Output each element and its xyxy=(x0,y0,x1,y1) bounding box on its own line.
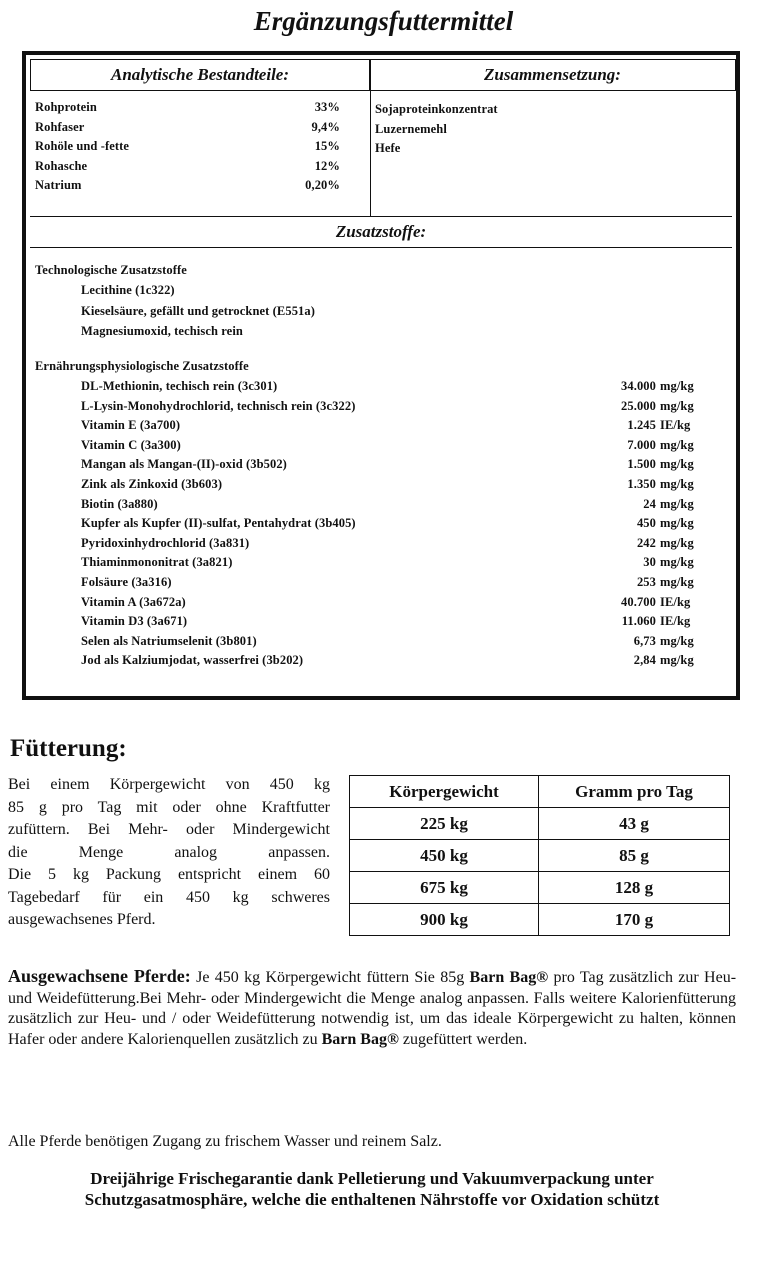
analytics-name: Natrium xyxy=(35,178,82,192)
table-row xyxy=(350,808,730,840)
adult-label: Ausgewachsene Pferde: xyxy=(8,966,191,986)
nutr-unit: mg/kg xyxy=(660,535,694,550)
nutr-value: 25.000 xyxy=(621,398,656,413)
feeding-line: Tagebedarf für ein 450 kg schweres xyxy=(8,888,330,906)
nutr-value: 7.000 xyxy=(627,437,656,452)
weight-cell: 225 kg xyxy=(350,808,539,840)
feeding-line: zufüttern. Bei Mehr- oder Mindergewicht xyxy=(8,821,330,838)
brand-name: Barn Bag® xyxy=(321,1030,399,1048)
analytics-header: Analytische Bestandteile: xyxy=(30,59,370,91)
nutr-unit: mg/kg xyxy=(660,516,694,531)
analytics-name: Rohfaser xyxy=(35,119,85,134)
nutr-unit: mg/kg xyxy=(660,653,694,668)
nutr-name: Vitamin C (3a300) xyxy=(81,437,181,452)
water-note: Alle Pferde benötigen Zugang zu frischem Wasser und reinem Salz. xyxy=(8,1133,442,1150)
nutr-unit: mg/kg xyxy=(660,477,694,491)
nutr-value: 1.500 xyxy=(627,457,656,472)
nutr-value: 253 xyxy=(636,575,656,589)
feeding-line: Die 5 kg Packung entspricht einem 60 xyxy=(8,866,330,883)
grams-cell: 170 g xyxy=(539,904,730,936)
nutr-name: Folsäure (3a316) xyxy=(81,575,172,589)
nutr-name: Jod als Kalziumjodat, wasserfrei (3b202) xyxy=(81,653,304,668)
nutr-unit: IE/kg xyxy=(660,614,691,629)
nutr-unit: mg/kg xyxy=(660,379,694,393)
label-box xyxy=(22,51,740,700)
analytics-name: Rohasche xyxy=(35,158,88,173)
nutr-name: Biotin (3a880) xyxy=(81,496,158,511)
nutr-value: 11.060 xyxy=(621,614,656,629)
nutr-value: 242 xyxy=(636,535,656,550)
nutr-name: Vitamin E (3a700) xyxy=(81,418,181,433)
weight-cell: 675 kg xyxy=(350,872,539,904)
additives-header: Zusatzstoffe: xyxy=(335,222,427,241)
nutr-unit: mg/kg xyxy=(660,633,694,648)
tech-item: Kieselsäure, gefällt und getrocknet (E551a) xyxy=(81,303,316,318)
col-header-grams: Gramm pro Tag xyxy=(539,776,730,808)
table-row xyxy=(350,872,730,904)
analytics-value: 9,4% xyxy=(311,119,340,134)
nutr-value: 30 xyxy=(643,555,656,570)
adult-text-3: zugefüttert werden. xyxy=(398,1030,528,1048)
feeding-heading: Fütterung: xyxy=(10,735,127,762)
analytics-name: Rohöle und -fette xyxy=(35,139,130,153)
nutr-title: Ernährungsphysiologische Zusatzstoffe xyxy=(35,359,249,373)
tech-title: Technologische Zusatzstoffe xyxy=(35,263,187,277)
weight-cell: 900 kg xyxy=(350,904,539,936)
analytics-value: 12% xyxy=(314,158,340,173)
nutr-value: 1.350 xyxy=(627,477,656,491)
analytics-value: 15% xyxy=(314,139,340,153)
nutr-name: Vitamin A (3a672a) xyxy=(81,594,186,609)
composition-item: Sojaproteinkonzentrat xyxy=(375,102,498,116)
nutr-value: 34.000 xyxy=(621,379,656,393)
nutr-name: Selen als Natriumselenit (3b801) xyxy=(81,633,257,648)
nutr-unit: IE/kg xyxy=(660,418,691,433)
nutr-name: Mangan als Mangan-(II)-oxid (3b502) xyxy=(81,457,287,472)
nutr-value: 450 xyxy=(636,516,656,531)
grams-cell: 43 g xyxy=(539,808,730,840)
nutr-value: 40.700 xyxy=(621,594,656,609)
nutr-name: Kupfer als Kupfer (II)-sulfat, Pentahydrat (3b405) xyxy=(81,516,356,531)
nutr-unit: mg/kg xyxy=(660,496,694,511)
feeding-line: Bei einem Körpergewicht von 450 kg xyxy=(8,776,330,793)
nutr-name: Thiaminmononitrat (3a821) xyxy=(81,555,233,570)
nutr-unit: mg/kg xyxy=(660,575,694,589)
col-header-weight: Körpergewicht xyxy=(350,776,539,808)
feeding-line: ausgewachsenes Pferd. xyxy=(8,911,156,928)
nutr-name: Zink als Zinkoxid (3b603) xyxy=(81,477,223,491)
analytics-name: Rohprotein xyxy=(35,100,97,114)
nutr-value: 1.245 xyxy=(627,418,656,433)
composition-header: Zusammensetzung: xyxy=(369,59,736,91)
brand-name: Barn Bag® xyxy=(469,969,549,986)
feeding-line: die Menge analog anpassen. xyxy=(8,843,330,861)
nutr-unit: mg/kg xyxy=(660,398,694,413)
column-divider xyxy=(370,59,371,217)
nutr-unit: mg/kg xyxy=(660,457,694,472)
adult-paragraph xyxy=(8,966,736,1050)
divider-2 xyxy=(30,247,732,248)
feeding-line: 85 g pro Tag mit oder ohne Kraftfutter xyxy=(8,798,330,816)
composition-item: Luzernemehl xyxy=(375,121,447,136)
feeding-table xyxy=(349,775,730,936)
nutr-unit: mg/kg xyxy=(660,555,694,570)
analytics-value: 33% xyxy=(314,100,340,114)
nutr-unit: mg/kg xyxy=(660,437,694,452)
tech-item: Magnesiumoxid, techisch rein xyxy=(81,324,243,338)
guarantee-note: Dreijährige Frischegarantie dank Pelletierung und Vakuumverpackung unter Schutzgasatmosphäre, welche die enthaltenen Nährstoffe vor Oxidation schützt xyxy=(84,1169,660,1209)
composition-item: Hefe xyxy=(375,141,401,155)
nutr-name: Vitamin D3 (3a671) xyxy=(81,614,188,629)
nutr-value: 6,73 xyxy=(633,633,656,648)
table-row xyxy=(350,904,730,936)
grams-cell: 128 g xyxy=(539,872,730,904)
nutr-value: 24 xyxy=(643,496,656,511)
weight-cell: 450 kg xyxy=(350,840,539,872)
grams-cell: 85 g xyxy=(539,840,730,872)
tech-item: Lecithine (1c322) xyxy=(81,283,175,297)
table-row xyxy=(350,840,730,872)
nutr-name: DL-Methionin, techisch rein (3c301) xyxy=(81,379,278,393)
analytics-value: 0,20% xyxy=(305,178,340,192)
nutr-unit: IE/kg xyxy=(660,594,691,609)
page-title: Ergänzungsfuttermittel xyxy=(253,6,514,36)
nutr-name: L-Lysin-Monohydrochlorid, technisch rein (3c322) xyxy=(81,398,356,413)
nutr-value: 2,84 xyxy=(633,653,656,668)
adult-text-2: pro Tag zusätzlich zur Heu- und Weidefütterung.Bei Mehr- oder Mindergewicht die Menge analog anpassen. Falls weitere Kalorienfütterung zusätzlich zur Heu- und / oder Weidefütterung notwendig ist, um das ideale Körpergewicht zu halten, können Hafer oder andere Kalorienquellen zusätzlich zu xyxy=(8,969,737,1048)
nutr-name: Pyridoxinhydrochlorid (3a831) xyxy=(81,535,250,550)
adult-text-1: Je 450 kg Körpergewicht füttern Sie 85g xyxy=(190,969,470,986)
